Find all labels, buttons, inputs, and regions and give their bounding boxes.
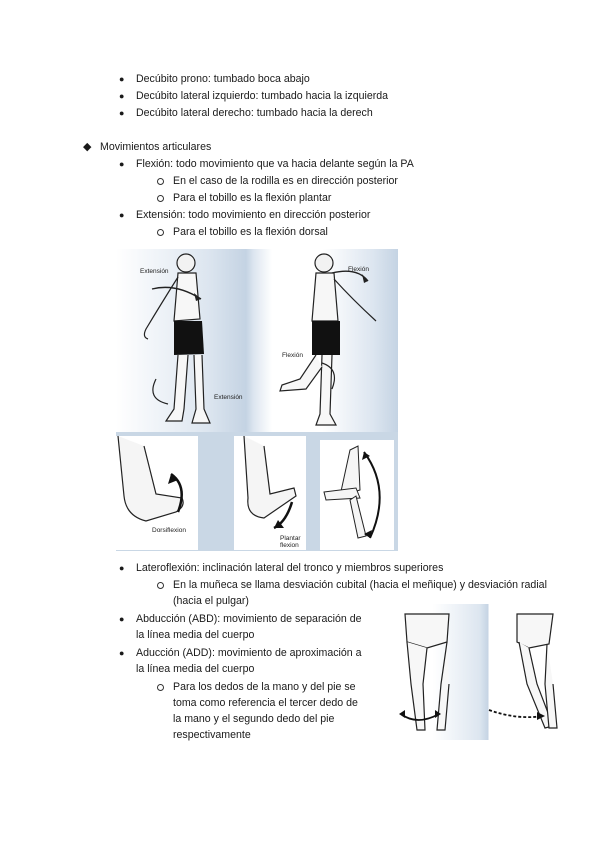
list-item-lateroflexion: Lateroflexión: inclinación lateral del tronco y miembros superiores	[136, 562, 444, 574]
list-item-aduccion: Aducción (ADD): movimiento de aproximación a la línea media del cuerpo	[136, 647, 362, 675]
dorsiflexion-illustration	[116, 436, 198, 550]
bullet-icon: ●	[119, 563, 125, 573]
bullet-icon: ●	[119, 210, 125, 220]
figure-flexion-panel	[272, 249, 398, 432]
label-extension-top: Extensión	[140, 268, 169, 275]
list-item-flexion: Flexión: todo movimiento que va hacia delante según la PA	[136, 158, 414, 170]
sub-item: Para el tobillo es la flexión dorsal	[173, 226, 328, 238]
figure-ankle-row	[116, 432, 398, 551]
figure-gap-panel	[246, 249, 272, 432]
sub-item: Para el tobillo es la flexión plantar	[173, 192, 332, 204]
label-flexion-bottom: Flexión	[282, 352, 303, 359]
bullet-icon: ●	[119, 159, 125, 169]
label-plantar: Plantar	[280, 535, 301, 542]
list-item-extension: Extensión: todo movimiento en dirección posterior	[136, 209, 371, 221]
bullet-icon: ●	[119, 91, 125, 101]
plantar-flexion-illustration	[234, 436, 306, 550]
legs-abduction-adduction-illustration	[377, 604, 563, 740]
label-extension-bottom: Extensión	[214, 394, 243, 401]
label-plantar-2: flexion	[280, 542, 299, 549]
label-dorsiflexion: Dorsiflexion	[152, 527, 186, 534]
bullet-icon: ●	[119, 648, 125, 658]
circle-bullet-icon	[157, 582, 164, 589]
list-item: Decúbito lateral izquierdo: tumbado hacia la izquierda	[136, 90, 389, 102]
figure-legs-panel	[377, 604, 563, 740]
circle-bullet-icon	[157, 178, 164, 185]
body-extension-illustration	[116, 249, 246, 432]
sub-item: Para los dedos de la mano y del pie se toma como referencia el tercer dedo de la mano y el segundo dedo del pie respectivamente	[173, 681, 358, 741]
diamond-bullet-icon: ◆	[83, 141, 92, 153]
sub-item: En el caso de la rodilla es en dirección posterior	[173, 175, 398, 187]
bullet-icon: ●	[119, 108, 125, 118]
bullet-icon: ●	[119, 74, 125, 84]
circle-bullet-icon	[157, 229, 164, 236]
body-flexion-illustration	[272, 249, 398, 432]
section-title: Movimientos articulares	[100, 141, 212, 153]
plantar-flexion-panel	[234, 436, 306, 550]
dorsiflexion-panel	[116, 436, 198, 550]
label-flexion-top: Flexión	[348, 266, 369, 273]
figure-extension-panel	[116, 249, 246, 432]
circle-bullet-icon	[157, 684, 164, 691]
ankle-range-panel	[320, 440, 394, 550]
sub-item: En la muñeca se llama desviación cubital (hacia el meñique) y desviación radial (hacia el pulgar)	[173, 579, 547, 607]
ankle-range-illustration	[320, 440, 394, 550]
bullet-icon: ●	[119, 614, 125, 624]
circle-bullet-icon	[157, 195, 164, 202]
list-item-abduccion: Abducción (ABD): movimiento de separación de la línea media del cuerpo	[136, 613, 362, 641]
list-item: Decúbito prono: tumbado boca abajo	[136, 73, 310, 85]
list-item: Decúbito lateral derecho: tumbado hacia la derech	[136, 107, 373, 119]
